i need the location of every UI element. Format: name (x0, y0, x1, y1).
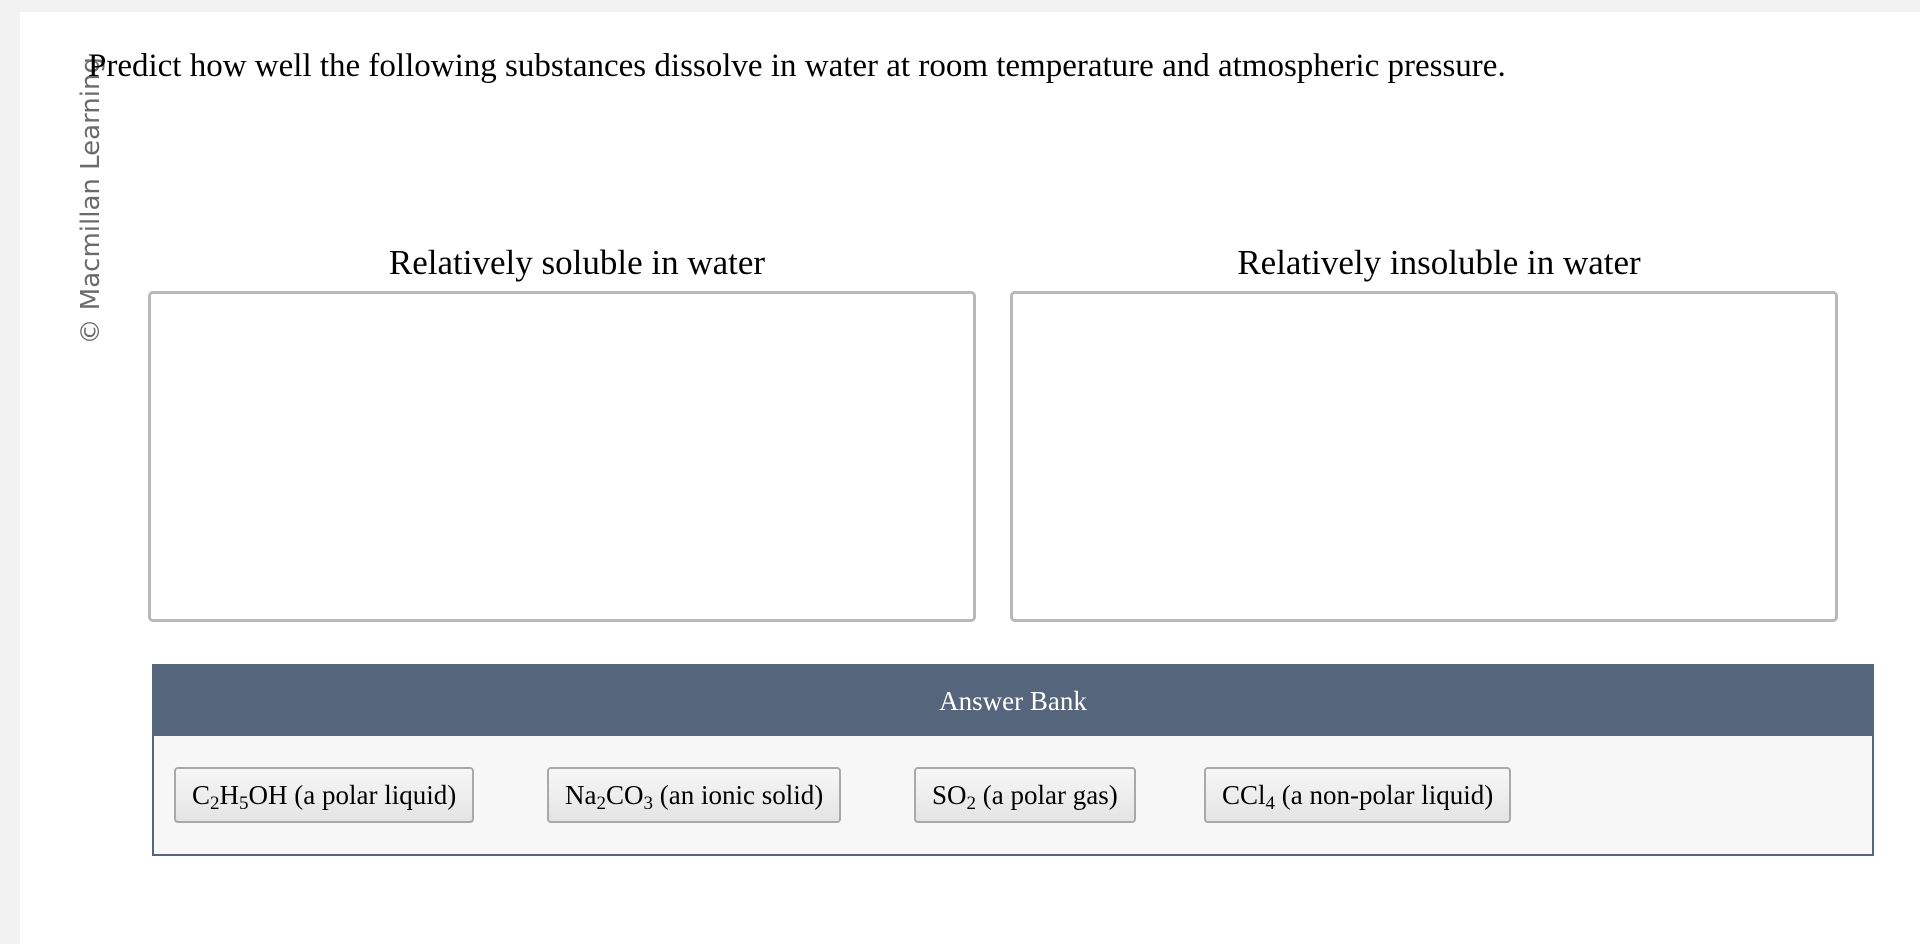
formula-subscript: 4 (1265, 793, 1276, 814)
bin-label-soluble: Relatively soluble in water (388, 243, 766, 282)
formula-symbol: SO (932, 780, 967, 810)
formula-symbol: OH (248, 780, 288, 810)
substance-description: (a polar gas) (976, 780, 1118, 810)
drop-zone-soluble[interactable] (148, 291, 976, 622)
answer-chip-na2co3[interactable] (547, 767, 841, 823)
chemical-formula (1222, 780, 1276, 814)
formula-subscript: 2 (596, 793, 606, 814)
answer-chip-c2h5oh[interactable] (174, 767, 474, 823)
formula-subscript: 5 (239, 793, 249, 814)
formula-subscript: 3 (643, 793, 653, 814)
question-prompt: Predict how well the following substances dissolve in water at room temperature and atmospheric pressure. (88, 48, 1506, 84)
chemical-formula (565, 780, 653, 814)
formula-subscript: 2 (966, 793, 977, 814)
drop-zone-insoluble[interactable] (1010, 291, 1838, 622)
formula-symbol: H (219, 780, 240, 810)
formula-symbol: CO (605, 780, 644, 810)
formula-symbol: Na (565, 780, 597, 810)
substance-description: (a non-polar liquid) (1275, 780, 1494, 810)
answer-bank (152, 664, 1874, 856)
page (20, 12, 1920, 944)
answer-chip-so2[interactable] (914, 767, 1136, 823)
copyright-text: © Macmillan Learning (76, 57, 106, 345)
formula-symbol: CCl (1222, 780, 1266, 810)
answer-bank-header: Answer Bank (154, 666, 1872, 736)
substance-description: (a polar liquid) (287, 780, 457, 810)
chemical-formula (192, 780, 288, 814)
bin-label-insoluble: Relatively insoluble in water (1237, 243, 1641, 282)
substance-description: (an ionic solid) (653, 780, 824, 810)
formula-subscript: 2 (210, 793, 220, 814)
formula-symbol: C (192, 780, 211, 810)
answer-chip-ccl4[interactable] (1204, 767, 1511, 823)
chemical-formula (932, 780, 977, 814)
